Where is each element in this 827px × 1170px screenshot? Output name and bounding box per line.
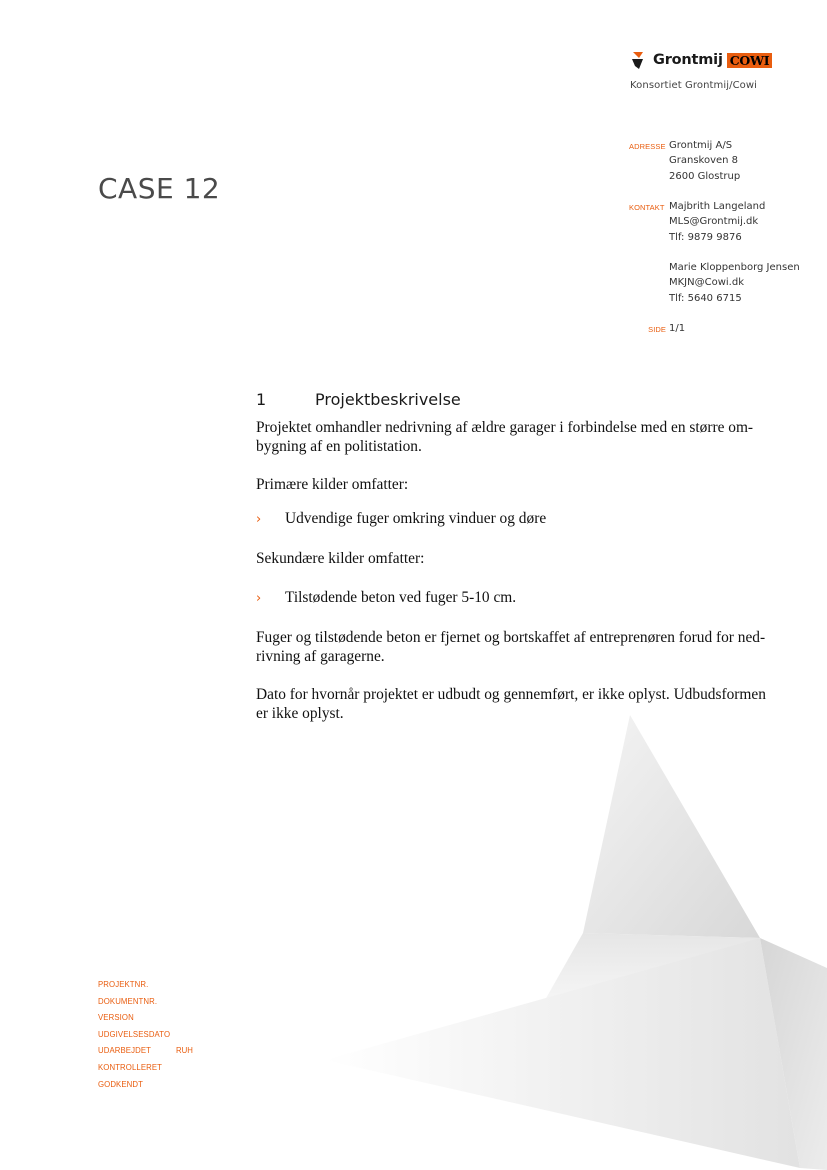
document-metadata (98, 980, 193, 1096)
section-number: 1 (256, 390, 267, 409)
section-title: Projektbeskrivelse (315, 390, 461, 409)
section-heading (256, 390, 461, 409)
meta-row (98, 980, 193, 997)
deco-shape-upper (583, 715, 760, 938)
meta-label: VERSION (98, 1013, 134, 1023)
address-block (669, 138, 740, 184)
grontmij-logo-icon (630, 50, 650, 70)
meta-value: RUH (176, 1046, 193, 1056)
contact-email[interactable]: MKJN@Cowi.dk (669, 277, 744, 289)
list-item-text: Udvendige fuger omkring vinduer og døre (285, 510, 547, 527)
address-line: 2600 Glostrup (669, 170, 741, 182)
list-item (256, 588, 776, 608)
paragraph-tender: Dato for hvornår projektet er udbudt og gennemført, er ikke oplyst. Udbudsformen er ikke oplyst. (256, 686, 766, 722)
meta-label: PROJEKTNR. (98, 980, 149, 989)
page-number: 1/1 (669, 323, 686, 334)
paragraph-removal: Fuger og tilstødende beton er fjernet og bortskaffet af entreprenøren forud for ned-rivning af garagerne. (256, 629, 766, 665)
contact-block-2 (669, 260, 800, 306)
meta-row (98, 1080, 193, 1097)
contact-label: KONTAKT (629, 203, 665, 212)
list-item (256, 509, 776, 529)
address-line: Grontmij A/S (669, 140, 733, 151)
meta-row (98, 1046, 193, 1063)
address-label: ADRESSE (629, 142, 666, 151)
contact-phone: Tlf: 9879 9876 (669, 231, 742, 243)
contact-block (669, 199, 765, 245)
page-title: CASE 12 (98, 172, 221, 205)
primary-sources-label: Primære kilder omfatter: (256, 476, 409, 493)
meta-label: GODKENDT (98, 1079, 143, 1089)
meta-row (98, 1030, 193, 1047)
address-line: Granskoven 8 (669, 155, 739, 167)
logo-partner-name: COWI (727, 53, 773, 68)
meta-row (98, 997, 193, 1014)
logo-brand-name: Grontmij (653, 52, 723, 68)
bullet-chevron-icon: › (256, 591, 262, 606)
contact-name: Majbrith Langeland (669, 201, 766, 212)
meta-label: DOKUMENTNR. (98, 996, 158, 1006)
bullet-chevron-icon: › (256, 512, 262, 527)
consortium-name: Konsortiet Grontmij/Cowi (630, 80, 758, 91)
section-body (256, 418, 776, 723)
meta-label: KONTROLLERET (98, 1062, 163, 1072)
page-label: SIDE (648, 325, 666, 334)
intro-paragraph: Projektet omhandler nedrivning af ældre garager i forbindelse med en større om-bygning af en politistation. (256, 419, 754, 455)
contact-name: Marie Kloppenborg Jensen (669, 262, 800, 273)
meta-row (98, 1013, 193, 1030)
meta-label: UDARBEJDET (98, 1046, 151, 1056)
list-item-text: Tilstødende beton ved fuger 5-10 cm. (285, 589, 517, 606)
contact-phone: Tlf: 5640 6715 (669, 292, 742, 304)
contact-email[interactable]: MLS@Grontmij.dk (669, 216, 759, 228)
meta-row (98, 1063, 193, 1080)
company-logo (630, 49, 772, 71)
secondary-sources-label: Sekundære kilder omfatter: (256, 550, 425, 567)
meta-label: UDGIVELSESDATO (98, 1029, 171, 1039)
